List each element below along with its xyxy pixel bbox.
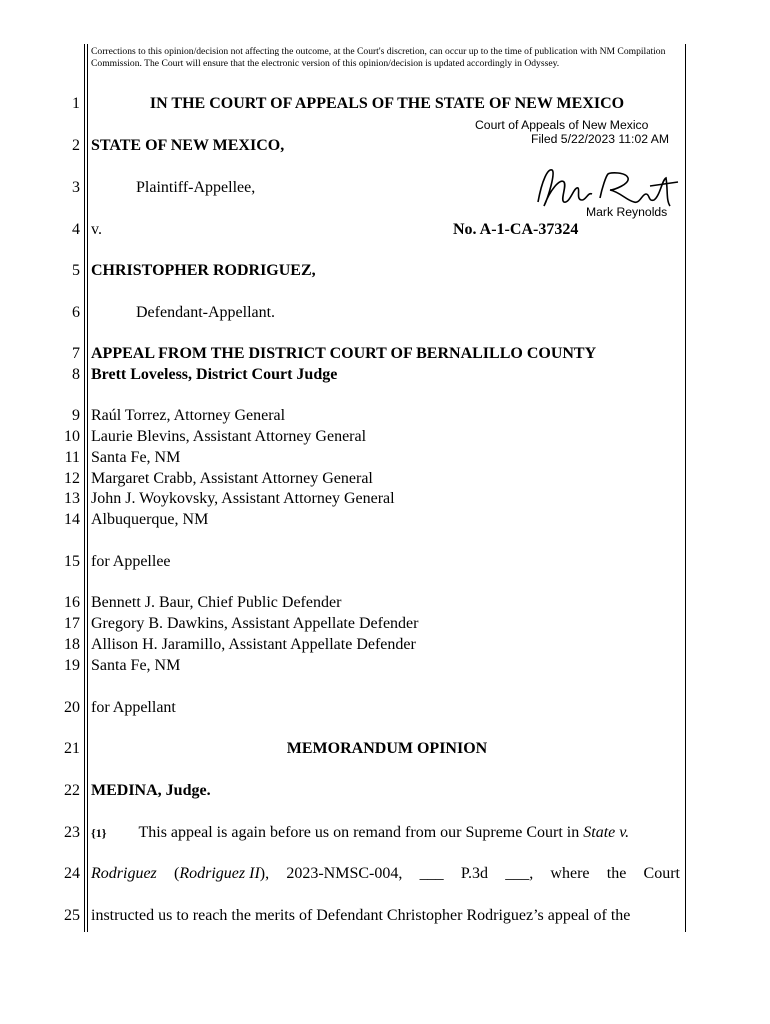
- appeal-from: APPEAL FROM THE DISTRICT COURT OF BERNALILLO COUNTY: [91, 345, 597, 362]
- paragraph-number: {1}: [91, 826, 107, 840]
- line-number: 7: [72, 345, 80, 362]
- stamp-court: Court of Appeals of New Mexico: [475, 118, 649, 132]
- court-title: IN THE COURT OF APPEALS OF THE STATE OF NEW MEXICO: [149, 95, 625, 112]
- for-appellant: for Appellant: [91, 699, 176, 716]
- memorandum-title: MEMORANDUM OPINION: [286, 740, 488, 757]
- line-number: 11: [64, 449, 80, 466]
- line-number: 4: [72, 221, 80, 238]
- line-number: 18: [64, 636, 80, 653]
- correction-notice: Corrections to this opinion/decision not affecting the outcome, at the Court's discretion, can occur up to the time of publication with NM Compilation Commission. The Court will ensure that the electronic version of this opinion/decision is updated accordingly in Odyssey.: [91, 46, 666, 69]
- for-appellee: for Appellee: [91, 553, 171, 570]
- counsel-line: Margaret Crabb, Assistant Attorney General: [91, 470, 373, 487]
- counsel-line: Allison H. Jaramillo, Assistant Appellate Defender: [91, 636, 416, 653]
- line-number: 23: [64, 824, 80, 841]
- line-number: 21: [64, 740, 80, 757]
- left-margin-rule: [84, 44, 85, 932]
- line-number: 10: [64, 428, 80, 445]
- line-number: 8: [72, 366, 80, 383]
- line-number: 1: [72, 95, 80, 112]
- opinion-line-24: Rodriguez (Rodriguez II), 2023-NMSC-004, ___ P.3d ___, where the Court: [91, 865, 680, 882]
- opinion-line-25: instructed us to reach the merits of Defendant Christopher Rodriguez’s appeal of the: [91, 907, 631, 924]
- counsel-line: Albuquerque, NM: [91, 511, 209, 528]
- line-number: 16: [64, 594, 80, 611]
- case-number: No. A-1-CA-37324: [453, 221, 579, 238]
- counsel-line: Bennett J. Baur, Chief Public Defender: [91, 594, 342, 611]
- line-number: 17: [64, 615, 80, 632]
- defendant-name: CHRISTOPHER RODRIGUEZ,: [91, 262, 316, 279]
- left-margin-rule-inner: [87, 44, 88, 932]
- line-number: 3: [72, 179, 80, 196]
- line-number: 20: [64, 699, 80, 716]
- stamp-filed: Filed 5/22/2023 11:02 AM: [531, 132, 669, 146]
- counsel-line: Raúl Torrez, Attorney General: [91, 407, 286, 424]
- line-number: 9: [72, 407, 80, 424]
- stamp-clerk: Mark Reynolds: [586, 205, 668, 219]
- line-number: 12: [64, 470, 80, 487]
- author-judge: MEDINA, Judge.: [91, 782, 211, 799]
- counsel-line: John J. Woykovsky, Assistant Attorney General: [91, 490, 395, 507]
- line-number: 15: [64, 553, 80, 570]
- counsel-line: Laurie Blevins, Assistant Attorney General: [91, 428, 367, 445]
- line-number: 13: [64, 490, 80, 507]
- plaintiff-role: Plaintiff-Appellee,: [136, 179, 256, 196]
- line-number: 14: [64, 511, 80, 528]
- line-number: 19: [64, 657, 80, 674]
- defendant-role: Defendant-Appellant.: [136, 304, 276, 321]
- right-margin-rule: [685, 44, 686, 932]
- line-number: 24: [64, 865, 80, 882]
- versus: v.: [91, 221, 102, 238]
- line-number: 6: [72, 304, 80, 321]
- line-number: 2: [72, 137, 80, 154]
- opinion-line-23: {1} This appeal is again before us on remand from our Supreme Court in State v.: [91, 824, 630, 841]
- counsel-line: Santa Fe, NM: [91, 657, 181, 674]
- counsel-line: Santa Fe, NM: [91, 449, 181, 466]
- line-number: 5: [72, 262, 80, 279]
- plaintiff-name: STATE OF NEW MEXICO,: [91, 137, 285, 154]
- counsel-line: Gregory B. Dawkins, Assistant Appellate Defender: [91, 615, 419, 632]
- line-number: 25: [64, 907, 80, 924]
- line-number: 22: [64, 782, 80, 799]
- trial-judge: Brett Loveless, District Court Judge: [91, 366, 338, 383]
